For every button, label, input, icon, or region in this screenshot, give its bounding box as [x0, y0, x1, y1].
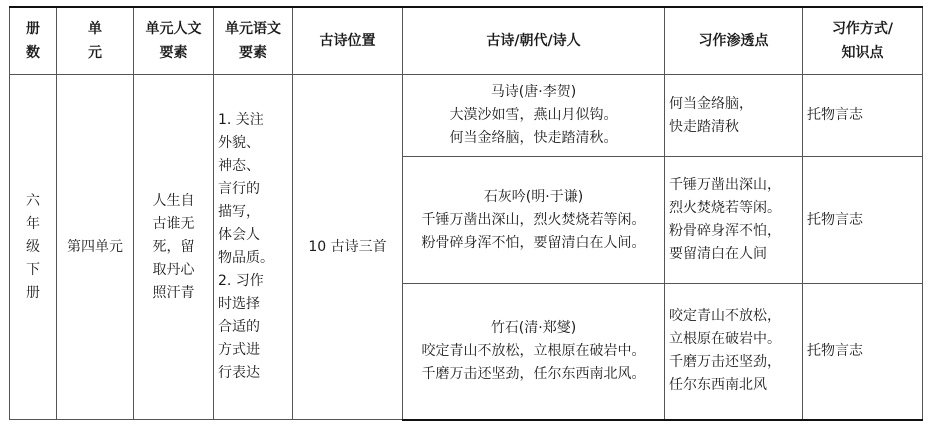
header-language: 单元语文 要素 — [214, 7, 293, 75]
method-cell-2: 托物言志 — [803, 157, 923, 284]
poem-title: 石灰吟(明·于谦) — [483, 188, 584, 205]
header-row — [10, 7, 923, 75]
header-writing: 习作渗透点 — [665, 7, 803, 75]
unit-cell: 第四单元 — [57, 75, 134, 420]
header-position: 古诗位置 — [293, 7, 403, 75]
writing-cell-2: 千锤万凿出深山， 烈火焚烧若等闲。 粉骨碎身浑不怕， 要留清白在人间 — [665, 157, 803, 284]
writing-cell-3: 咬定青山不放松， 立根原在破岩中。 千磨万击还坚劲， 任尔东西南北风 — [665, 284, 803, 420]
header-unit: 单 元 — [57, 7, 134, 75]
header-method: 习作方式/ 知识点 — [803, 7, 923, 75]
language-cell: 1. 关注 外貌、 神态、 言行的 描写， 体会人 物品质。 2. 习作 时选择 合适的 方式进 行表达 — [214, 75, 293, 420]
position-cell: 10 古诗三首 — [293, 75, 403, 420]
curriculum-table — [9, 6, 923, 421]
humanities-cell: 人生自 古谁无 死，留 取丹心 照汗青 — [134, 75, 214, 420]
header-book: 册 数 — [10, 7, 57, 75]
poem-cell-2: 石灰吟(明·于谦) 千锤万凿出深山，烈火焚烧若等闲。 粉骨碎身浑不怕，要留清白在人间。 — [403, 157, 665, 284]
table-row — [10, 75, 923, 157]
writing-cell-1: 何当金络脑， 快走踏清秋 — [665, 75, 803, 157]
poem-cell-3: 竹石(清·郑燮) 咬定青山不放松，立根原在破岩中。 千磨万击还坚劲，任尔东西南北风。 — [403, 284, 665, 420]
method-cell-3: 托物言志 — [803, 284, 923, 420]
method-cell-1: 托物言志 — [803, 75, 923, 157]
poem-title: 竹石(清·郑燮) — [490, 319, 577, 336]
book-cell: 六 年 级 下 册 — [10, 75, 57, 420]
poem-title: 马诗(唐·李贺) — [490, 84, 577, 100]
poem-cell-1: 马诗(唐·李贺) 大漠沙如雪，燕山月似钩。 何当金络脑，快走踏清秋。 — [403, 75, 665, 157]
header-poem: 古诗/朝代/诗人 — [403, 7, 665, 75]
header-humanities: 单元人文 要素 — [134, 7, 214, 75]
